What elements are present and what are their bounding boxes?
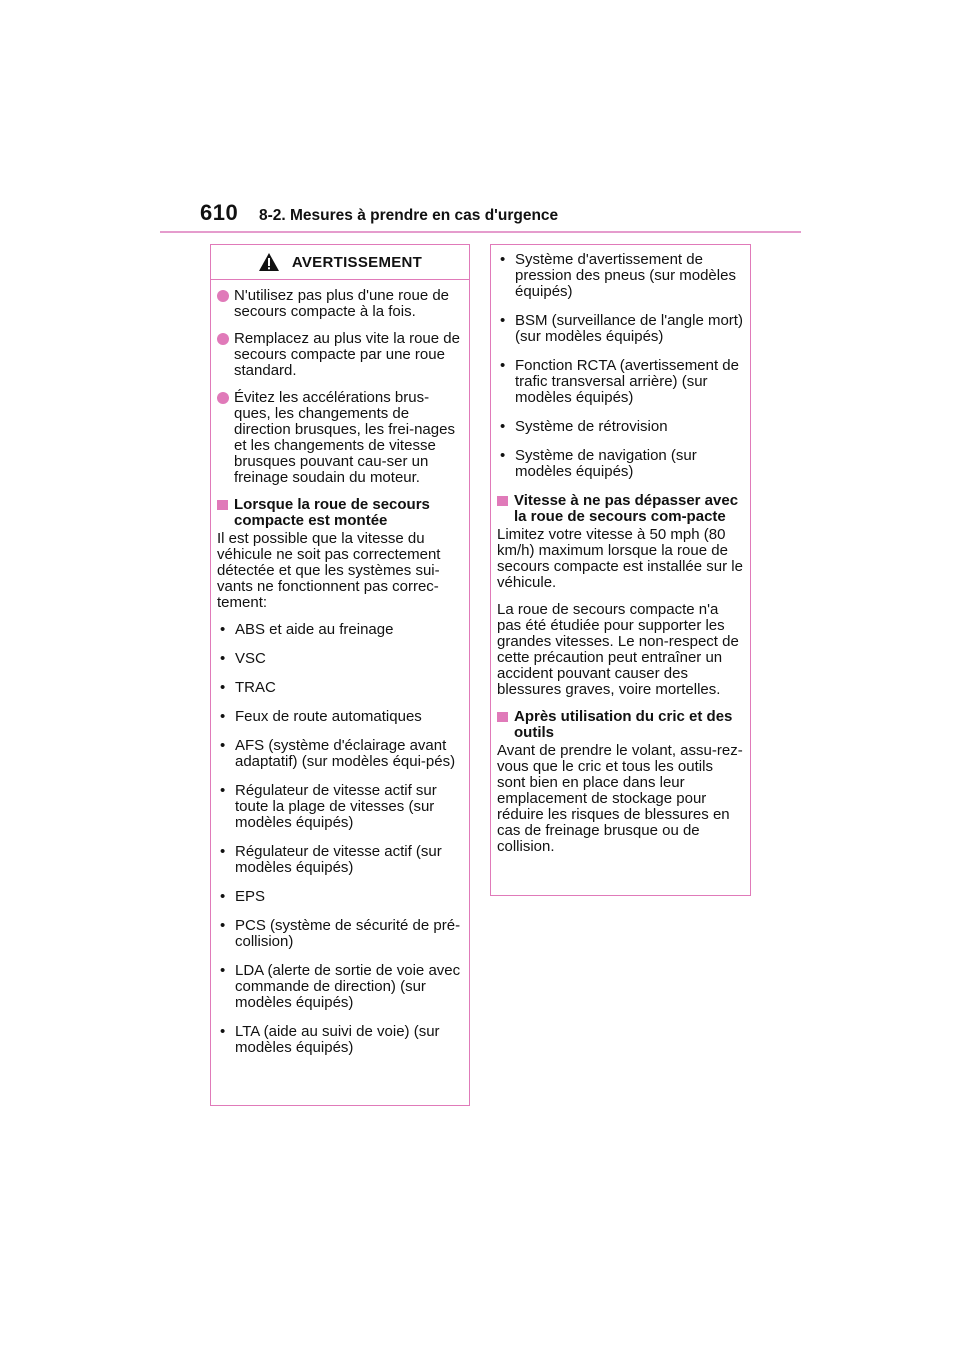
bullet-icon: •: [220, 843, 226, 860]
bullet-icon: •: [220, 737, 226, 754]
list-item-text: Système d'avertissement de pression des pneus (sur modèles équipés): [515, 251, 736, 300]
warning-triangle-icon: [258, 252, 280, 272]
paragraph: Avant de prendre le volant, assu-rez-vous que le cric et tous les outils sont bien en place dans leur emplacement de stockage pour réduire les risques de blessures en cas de freinage brusque ou de collision.: [497, 742, 743, 855]
list-item: [217, 889, 463, 905]
pink-square-icon: [217, 500, 228, 510]
warning-title: AVERTISSEMENT: [291, 253, 423, 271]
bullet-icon: •: [220, 782, 226, 799]
pink-dot-icon: [217, 290, 229, 302]
list-item: [217, 680, 463, 696]
warning-point: [217, 390, 463, 486]
list-item-text: TRAC: [235, 679, 276, 696]
list-item: [217, 918, 463, 950]
section-title: 8-2. Mesures à prendre en cas d'urgence: [259, 207, 559, 224]
warning-content-left: [211, 280, 469, 1056]
warning-point-text: Remplacez au plus vite la roue de secours compacte par une roue standard.: [234, 330, 460, 379]
list-item: [217, 622, 463, 638]
list-item-text: LTA (aide au suivi de voie) (sur modèles équipés): [235, 1023, 440, 1056]
bullet-icon: •: [220, 1023, 226, 1040]
warning-header: [211, 245, 469, 280]
warning-point: [217, 331, 463, 379]
warning-point-text: N'utilisez pas plus d'une roue de secours compacte à la fois.: [234, 287, 450, 320]
section-heading: [497, 709, 744, 741]
section-heading-text: Vitesse à ne pas dépasser avec la roue de secours com-pacte: [514, 492, 739, 525]
list-item-text: Fonction RCTA (avertissement de trafic transversal arrière) (sur modèles équipés): [515, 357, 739, 406]
list-item-text: PCS (système de sécurité de pré-collision): [235, 917, 461, 950]
list-item-text: ABS et aide au freinage: [235, 621, 394, 638]
bullet-icon: •: [220, 888, 226, 905]
bullet-icon: •: [500, 418, 506, 435]
list-item: [497, 448, 744, 480]
warning-point: [217, 288, 463, 320]
list-item-text: Régulateur de vitesse actif (sur modèles équipés): [235, 843, 442, 876]
section-heading: [217, 497, 463, 529]
section-heading-text: Après utilisation du cric et des outils: [514, 708, 733, 741]
bullet-icon: •: [500, 312, 506, 329]
list-item-text: Système de navigation (sur modèles équipés): [515, 447, 697, 480]
section-intro: Il est possible que la vitesse du véhicule ne soit pas correctement détectée et que les systèmes sui-vants ne fonctionnent pas correc-tement:: [217, 530, 441, 611]
bullet-icon: •: [220, 650, 226, 667]
bullet-icon: •: [220, 962, 226, 979]
list-item: [217, 709, 463, 725]
bullet-icon: •: [220, 708, 226, 725]
pink-square-icon: [497, 712, 508, 722]
list-item-text: Régulateur de vitesse actif sur toute la plage de vitesses (sur modèles équipés): [235, 782, 437, 831]
list-item-text: LDA (alerte de sortie de voie avec commande de direction) (sur modèles équipés): [235, 962, 461, 1011]
pink-dot-icon: [217, 333, 229, 345]
bullet-icon: •: [500, 357, 506, 374]
list-item-text: EPS: [235, 888, 266, 905]
list-item-text: VSC: [235, 650, 266, 667]
list-item: [497, 419, 744, 435]
pink-dot-icon: [217, 392, 229, 404]
list-item-text: Système de rétrovision: [515, 418, 668, 435]
page-number: 610: [200, 200, 239, 225]
warning-point-text: Évitez les accélérations brus-ques, les changements de direction brusques, les frei-nages et les changements de vitesse brusques pouvant cau-ser un freinage soudain du moteur.: [234, 389, 455, 486]
bullet-icon: •: [220, 917, 226, 934]
list-item-text: Feux de route automatiques: [235, 708, 422, 725]
bullet-icon: •: [500, 251, 506, 268]
list-item: [497, 358, 744, 406]
section-heading: [497, 493, 744, 525]
warning-content-right: [491, 245, 750, 855]
list-item-text: BSM (surveillance de l'angle mort) (sur modèles équipés): [515, 312, 743, 345]
warning-box-left: [210, 244, 470, 1106]
bullet-icon: •: [220, 621, 226, 638]
list-item: [497, 313, 744, 345]
warning-box-right: [490, 244, 751, 896]
list-item-text: AFS (système d'éclairage avant adaptatif) (sur modèles équi-pés): [235, 737, 456, 770]
list-item: [497, 252, 744, 300]
header-rule: [160, 231, 801, 233]
list-item: [217, 783, 463, 831]
section-heading-text: Lorsque la roue de secours compacte est montée: [234, 496, 430, 529]
list-item: [217, 738, 463, 770]
paragraph: Limitez votre vitesse à 50 mph (80 km/h) maximum lorsque la roue de secours compacte est installée sur le véhicule.: [497, 526, 743, 591]
paragraph: La roue de secours compacte n'a pas été étudiée pour supporter les grandes vitesses. Le non-respect de cette précaution peut entraîner un accident pouvant causer des blessures graves, voire mortelles.: [497, 601, 739, 698]
list-item: [217, 963, 463, 1011]
list-item: [217, 844, 463, 876]
pink-square-icon: [497, 496, 508, 506]
bullet-icon: •: [500, 447, 506, 464]
bullet-icon: •: [220, 679, 226, 696]
list-item: [217, 1024, 463, 1056]
list-item: [217, 651, 463, 667]
